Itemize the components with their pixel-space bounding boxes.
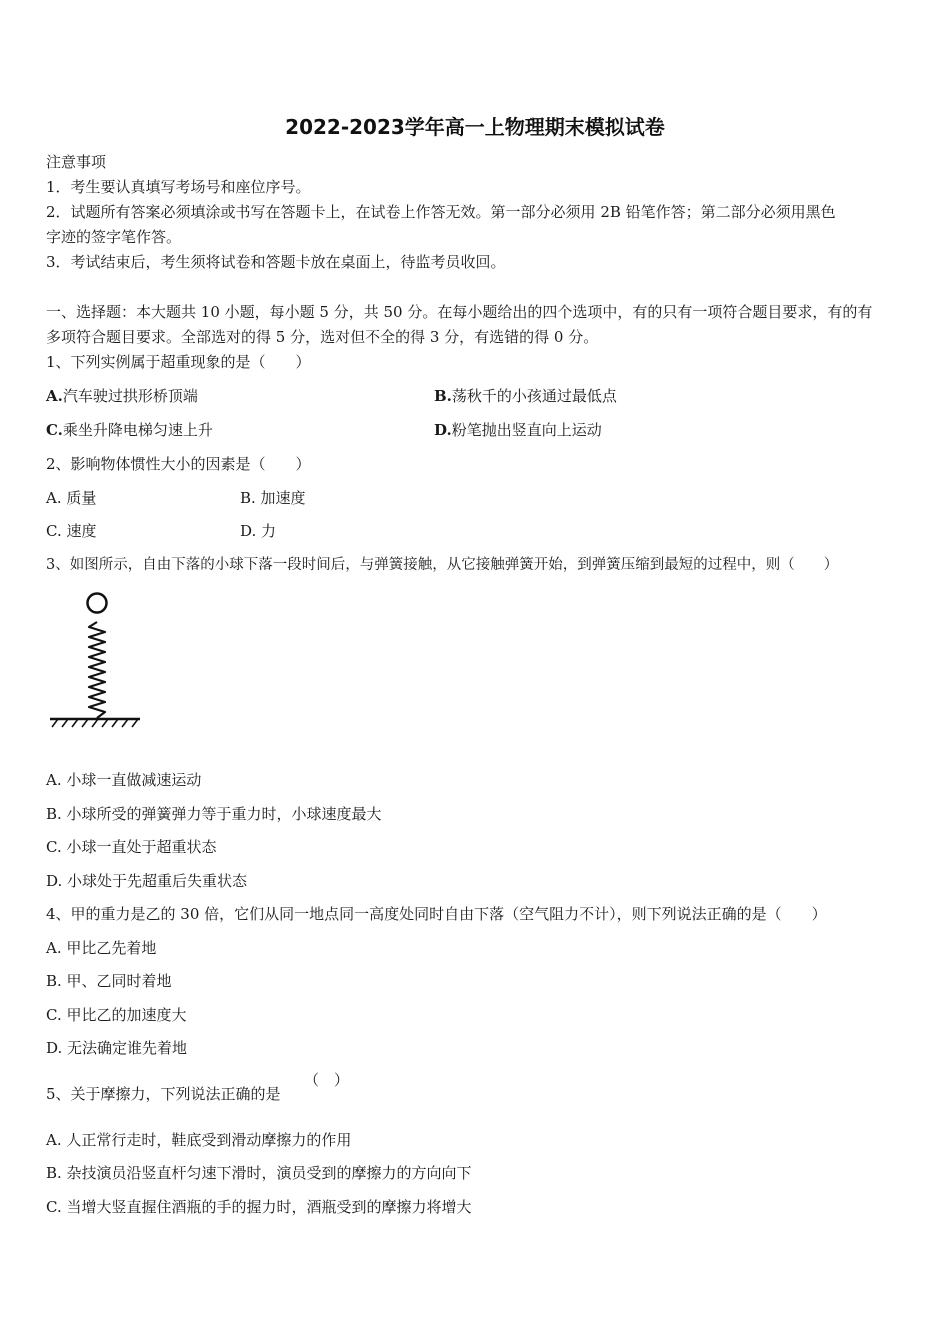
question-3-stem: 3、如图所示，自由下落的小球下落一段时间后，与弹簧接触，从它接触弹簧开始，到弹簧压缩到最短的过程中，则（ ） [46,557,839,573]
notice-heading: 注意事项 [46,153,107,171]
option-letter: A. [46,387,63,405]
question-2-option-d: D. 力 [240,522,277,540]
option-letter: B. [434,387,452,405]
option-letter: D. [434,421,452,439]
question-4-stem: 4、甲的重力是乙的 30 倍，它们从同一地点同一高度处同时自由下落（空气阻力不计），则下列说法正确的是（ ） [46,905,827,923]
section-intro: 一、选择题：本大题共 10 小题，每小题 5 分，共 50 分。在每小题给出的四个选项中，有的只有一项符合题目要求，有的有 [46,303,873,321]
option-text: 汽车驶过拱形桥顶端 [62,387,198,405]
notice-item: 2．试题所有答案必须填涂或书写在答题卡上，在试卷上作答无效。第一部分必须用 2B 铅笔作答；第二部分必须用黑色 [46,203,836,221]
question-3-option-b: B. 小球所受的弹簧弹力等于重力时，小球速度最大 [46,805,382,823]
question-5-stem: 5、关于摩擦力，下列说法正确的是 [46,1085,281,1103]
option-text: 乘坐升降电梯匀速上升 [62,421,213,439]
question-1-option-d [434,420,602,440]
question-2-option-a: A. 质量 [46,489,97,507]
spring-icon [89,622,105,718]
question-2-stem: 2、影响物体惯性大小的因素是（ ） [46,455,311,473]
option-text: 粉笔抛出竖直向上运动 [451,421,602,439]
question-1-option-b [434,386,617,406]
question-5-answer-paren: （ ） [304,1071,350,1089]
section-intro: 多项符合题目要求。全部选对的得 5 分，选对但不全的得 3 分，有选错的得 0 分。 [46,328,599,346]
notice-item: 1．考生要认真填写考场号和座位序号。 [46,178,311,196]
question-2-option-c: C. 速度 [46,522,97,540]
question-1-option-c [46,420,213,440]
ball-icon [88,594,107,613]
notice-item: 字迹的签字笔作答。 [46,228,182,246]
question-1-option-a [46,386,198,406]
question-4-option-c: C. 甲比乙的加速度大 [46,1006,187,1024]
question-3-option-d: D. 小球处于先超重后失重状态 [46,872,248,890]
notice-item: 3．考试结束后，考生须将试卷和答题卡放在桌面上，待监考员收回。 [46,253,506,271]
question-5-option-a: A. 人正常行走时，鞋底受到滑动摩擦力的作用 [46,1131,352,1149]
ball-spring-figure [46,588,146,734]
page-title: 2022-2023学年高一上物理期末模拟试卷 [285,115,665,139]
option-letter: C. [46,421,63,439]
question-1-stem: 1、下列实例属于超重现象的是（ ） [46,353,311,371]
question-3-option-a: A. 小球一直做减速运动 [46,771,202,789]
option-text: 荡秋千的小孩通过最低点 [451,387,617,405]
question-5-option-c: C. 当增大竖直握住酒瓶的手的握力时，酒瓶受到的摩擦力将增大 [46,1198,472,1216]
question-2-option-b: B. 加速度 [240,489,306,507]
question-5-option-b: B. 杂技演员沿竖直杆匀速下滑时，演员受到的摩擦力的方向向下 [46,1164,472,1182]
question-4-option-d: D. 无法确定谁先着地 [46,1039,188,1057]
question-4-option-a: A. 甲比乙先着地 [46,939,157,957]
question-3-option-c: C. 小球一直处于超重状态 [46,838,217,856]
question-4-option-b: B. 甲、乙同时着地 [46,972,172,990]
